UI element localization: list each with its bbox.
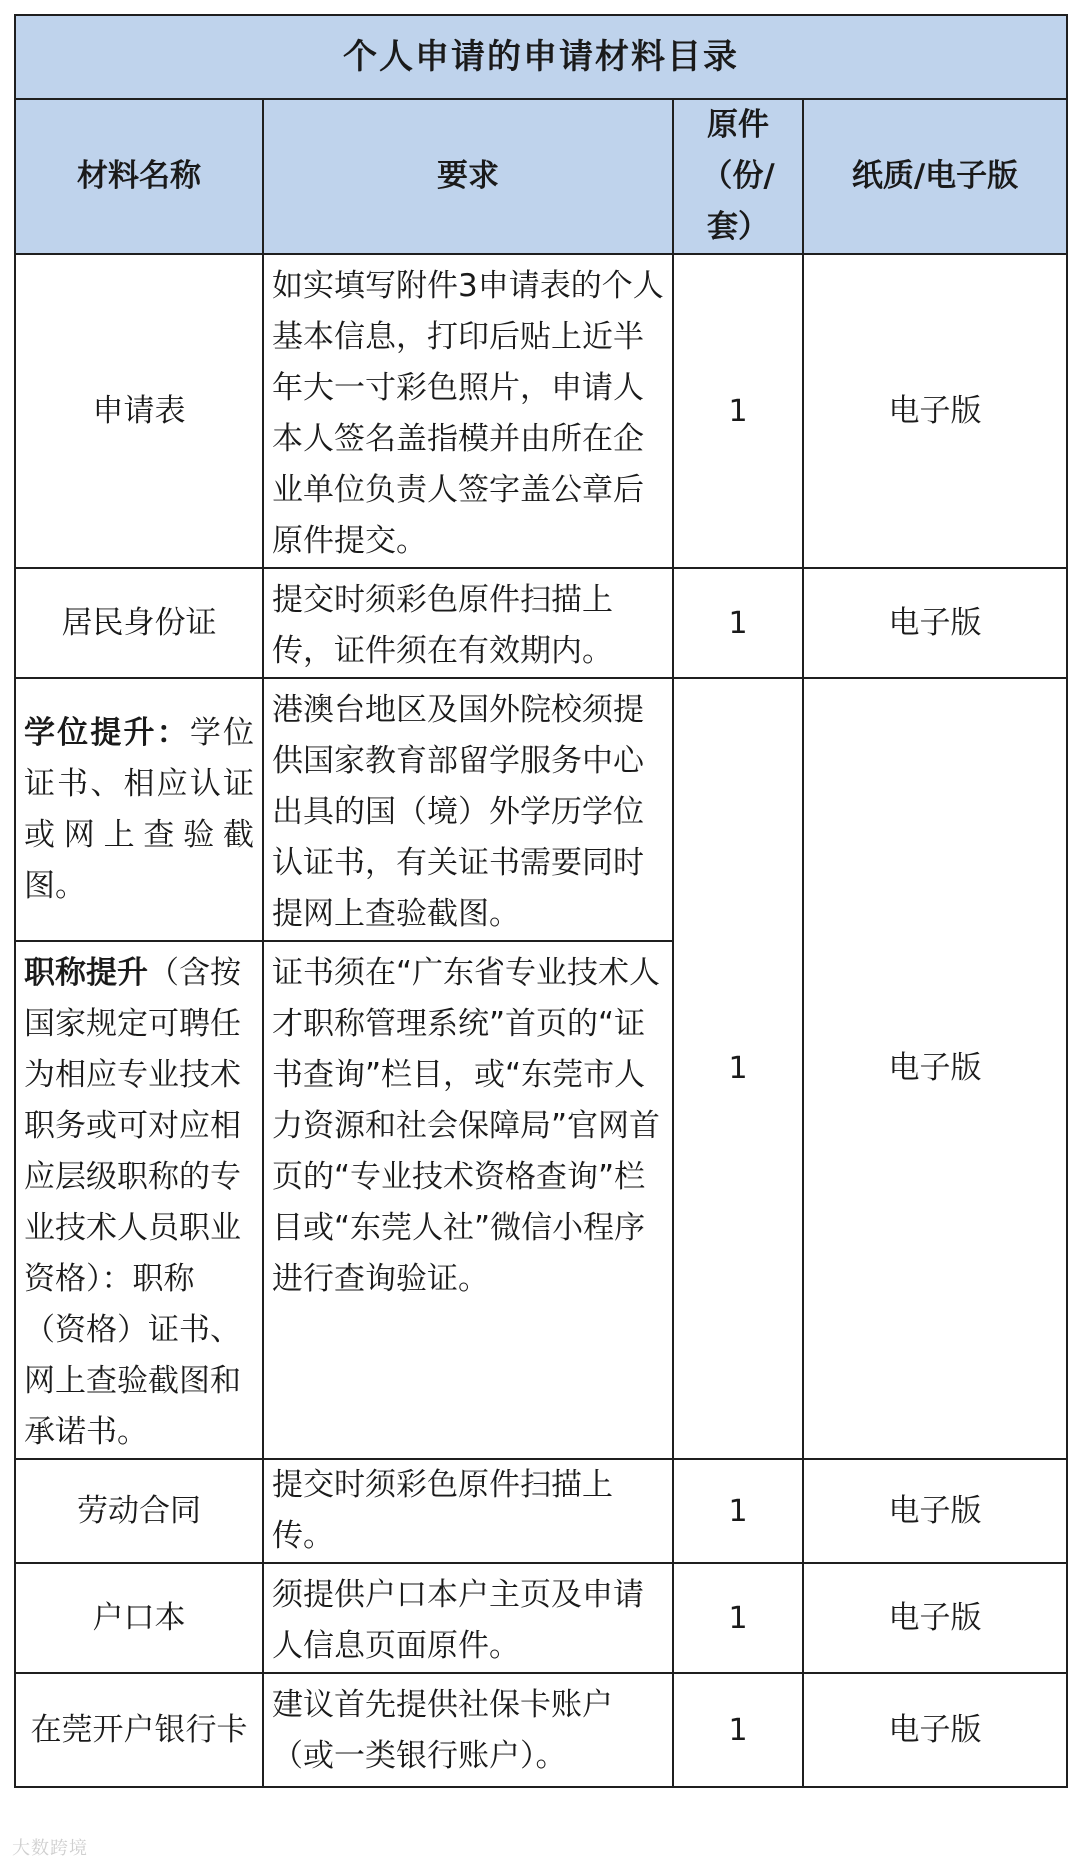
materials-table xyxy=(14,14,1068,1788)
row-name xyxy=(15,941,263,1459)
header-copies: 原件（份/套） xyxy=(673,99,803,254)
row-name: 劳动合同 xyxy=(15,1459,263,1563)
row-copies: 1 xyxy=(673,1673,803,1787)
row-requirement: 提交时须彩色原件扫描上传。 xyxy=(263,1459,673,1563)
row-name-lead: 职称提升 xyxy=(24,955,148,991)
table-row xyxy=(15,254,1067,568)
row-requirement: 港澳台地区及国外院校须提供国家教育部留学服务中心出具的国（境）外学历学位认证书，有关证书需要同时提网上查验截图。 xyxy=(263,678,673,941)
row-name: 户口本 xyxy=(15,1563,263,1673)
row-format: 电子版 xyxy=(803,254,1067,568)
watermark-text: 大数跨境 xyxy=(12,1838,88,1859)
row-format: 电子版 xyxy=(803,1673,1067,1787)
row-requirement: 建议首先提供社保卡账户（或一类银行账户）。 xyxy=(263,1673,673,1787)
row-name-lead: 学位提升： xyxy=(24,714,190,751)
row-format: 电子版 xyxy=(803,1459,1067,1563)
title-row xyxy=(15,15,1067,99)
row-format: 电子版 xyxy=(803,1563,1067,1673)
row-requirement: 提交时须彩色原件扫描上传，证件须在有效期内。 xyxy=(263,568,673,678)
table-row xyxy=(15,568,1067,678)
row-copies: 1 xyxy=(673,1563,803,1673)
row-format: 电子版 xyxy=(803,568,1067,678)
header-requirement: 要求 xyxy=(263,99,673,254)
row-name: 申请表 xyxy=(15,254,263,568)
row-name-rest: 学位证书、相应认证或网上查验截图。 xyxy=(24,714,255,904)
row-name-rest: （含按国家规定可聘任为相应专业技术职务或可对应相应层级职称的专业技术人员职业资格）：职称（资格）证书、网上查验截图和承诺书。 xyxy=(24,955,241,1450)
table-row xyxy=(15,1563,1067,1673)
row-requirement: 须提供户口本户主页及申请人信息页面原件。 xyxy=(263,1563,673,1673)
header-name: 材料名称 xyxy=(15,99,263,254)
row-name: 在莞开户银行卡 xyxy=(15,1673,263,1787)
row-requirement: 证书须在“广东省专业技术人才职称管理系统”首页的“证书查询”栏目，或“东莞市人力资源和社会保障局”官网首页的“专业技术资格查询”栏目或“东莞人社”微信小程序进行查询验证。 xyxy=(263,941,673,1459)
merged-format: 电子版 xyxy=(803,678,1067,1459)
row-name: 居民身份证 xyxy=(15,568,263,678)
table-row xyxy=(15,1459,1067,1563)
table-title: 个人申请的申请材料目录 xyxy=(15,15,1067,99)
row-copies: 1 xyxy=(673,1459,803,1563)
header-format: 纸质/电子版 xyxy=(803,99,1067,254)
row-copies: 1 xyxy=(673,254,803,568)
row-name xyxy=(15,678,263,941)
header-row xyxy=(15,99,1067,254)
merged-copies: 1 xyxy=(673,678,803,1459)
row-requirement: 如实填写附件3申请表的个人基本信息，打印后贴上近半年大一寸彩色照片，申请人本人签名盖指模并由所在企业单位负责人签字盖公章后原件提交。 xyxy=(263,254,673,568)
table-row xyxy=(15,1673,1067,1787)
row-copies: 1 xyxy=(673,568,803,678)
table-row xyxy=(15,678,1067,941)
